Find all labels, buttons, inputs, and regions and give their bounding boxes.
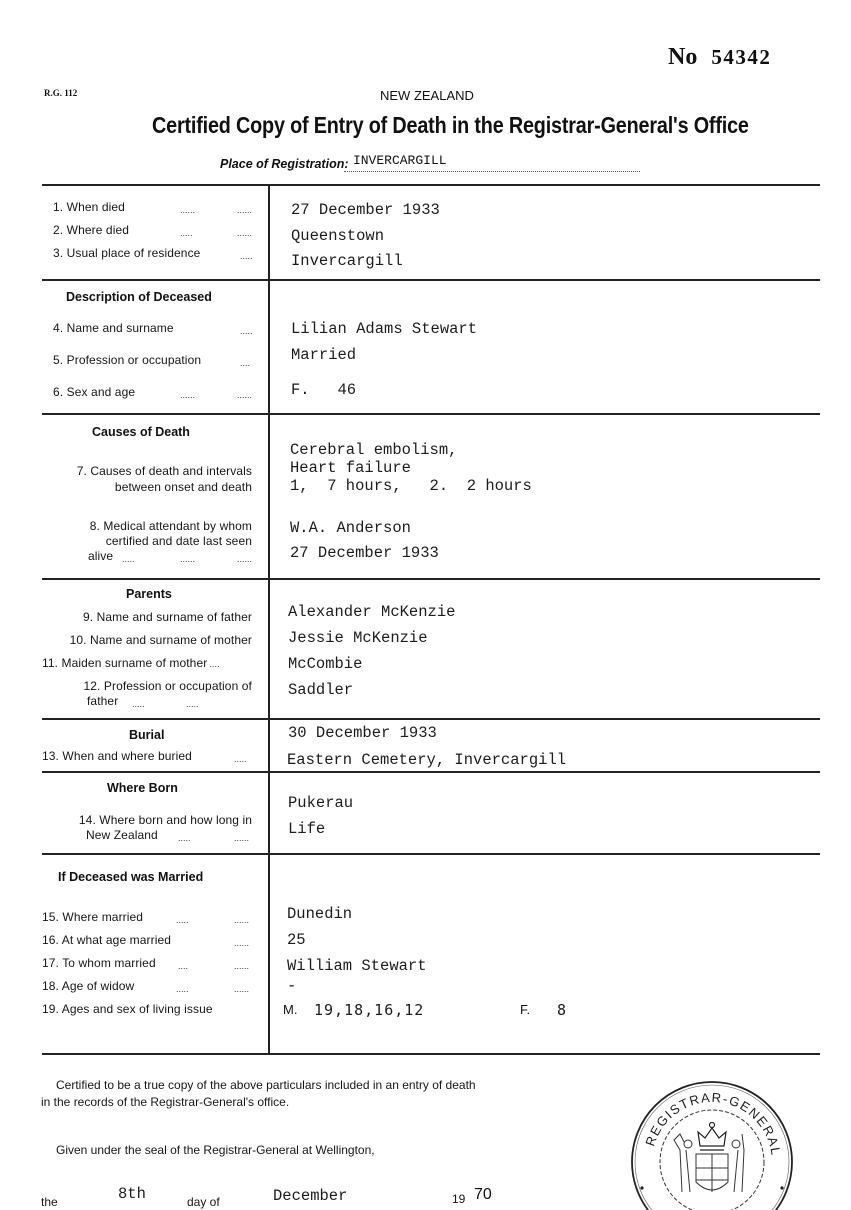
doc-number	[668, 44, 771, 71]
field-label-continued: certified and date last seen	[105, 534, 252, 548]
bottom-border	[42, 1053, 820, 1055]
field-value: McCombie	[288, 655, 363, 673]
field-label-continued: father	[87, 694, 119, 708]
field-value: Alexander McKenzie	[288, 603, 456, 621]
issue-f-value: 8	[557, 1001, 567, 1019]
field-value: Married	[291, 346, 357, 364]
field-value: W.A. Anderson	[290, 519, 411, 537]
field-label: 6. Sex and age	[53, 385, 136, 399]
month-value: December	[273, 1187, 348, 1205]
field-value: 27 December 1933	[291, 201, 440, 219]
section-divider	[42, 413, 820, 415]
supporters-figures-icon	[674, 1134, 744, 1192]
section-divider	[42, 279, 820, 281]
leader-dots: .....	[176, 984, 189, 994]
place-underline	[344, 171, 640, 172]
leader-dots: .....	[240, 326, 253, 336]
leader-dots: ......	[234, 938, 250, 948]
leader-dots: .....	[240, 251, 253, 261]
field-value: F. 46	[291, 381, 357, 399]
section-heading: Where Born	[107, 781, 178, 795]
leader-dots: .....	[234, 754, 247, 764]
field-label: 14. Where born and how long in	[78, 813, 252, 827]
leader-dots: ......	[234, 915, 250, 925]
field-value: Invercargill	[291, 252, 403, 270]
place-label: Place of Registration:	[220, 157, 349, 171]
field-value: 25	[287, 931, 306, 949]
field-label: 15. Where married	[42, 910, 144, 924]
country-heading: NEW ZEALAND	[380, 88, 474, 103]
leader-dots: .....	[132, 699, 145, 709]
century-label: 19	[452, 1192, 466, 1206]
field-label-continued: between onset and death	[114, 480, 252, 494]
section-heading: Causes of Death	[92, 425, 190, 439]
shield-icon	[696, 1154, 728, 1192]
field-label: 1. When died	[53, 200, 125, 214]
leader-dots: .....	[178, 833, 191, 843]
field-value: 1, 7 hours, 2. 2 hours	[290, 477, 532, 495]
field-value: Life	[288, 820, 326, 838]
section-heading: Description of Deceased	[66, 290, 212, 304]
section-heading: Parents	[126, 587, 172, 601]
doc-number-value: 54342	[711, 45, 772, 69]
given-under-seal: Given under the seal of the Registrar-General at Wellington,	[56, 1143, 375, 1157]
leader-dots: ......	[234, 833, 250, 843]
issue-f-label: F.	[520, 1002, 531, 1017]
field-value: -	[287, 977, 297, 995]
leader-dots: ......	[237, 390, 253, 400]
year-value: 70	[474, 1186, 492, 1203]
day-value: 8th	[118, 1185, 146, 1203]
field-value: Saddler	[288, 681, 354, 699]
leader-dots: ......	[180, 205, 196, 215]
certification-line-1: Certified to be a true copy of the above particulars included in an entry of death	[56, 1078, 476, 1092]
leader-dots: ......	[234, 984, 250, 994]
leader-dots: ....	[240, 358, 251, 368]
doc-number-label: No	[668, 44, 698, 70]
field-value: Pukerau	[288, 794, 354, 812]
leader-dots: ......	[237, 554, 253, 564]
day-of-label: day of	[187, 1195, 220, 1209]
issue-m-label: M.	[283, 1002, 298, 1017]
field-label: 3. Usual place of residence	[53, 246, 201, 260]
field-label-continued: alive	[88, 549, 114, 563]
field-label: 16. At what age married	[42, 933, 172, 947]
field-label: 11. Maiden surname of mother	[42, 656, 208, 670]
field-value: William Stewart	[287, 957, 427, 975]
leader-dots: ....	[209, 659, 220, 669]
field-label-row	[42, 656, 220, 671]
seal-emblem	[628, 1070, 796, 1210]
top-border	[42, 184, 820, 186]
field-label: 4. Name and surname	[53, 321, 174, 335]
section-heading: Burial	[129, 728, 165, 742]
leader-dots: .....	[186, 699, 199, 709]
seal-text: REGISTRAR-GENERAL	[642, 1089, 784, 1158]
field-value: Cerebral embolism,	[290, 441, 458, 459]
the-label: the	[41, 1195, 58, 1209]
column-divider	[268, 184, 270, 1054]
field-label: 5. Profession or occupation	[53, 353, 202, 367]
registrar-general-seal	[628, 1070, 796, 1210]
field-value: Jessie McKenzie	[288, 629, 428, 647]
field-label: 18. Age of widow	[42, 979, 135, 993]
field-label: 7. Causes of death and intervals	[76, 464, 252, 478]
field-value: 30 December 1933	[288, 724, 437, 742]
field-label: 12. Profession or occupation of	[83, 679, 252, 693]
crown-icon	[698, 1123, 726, 1151]
form-code: R.G. 112	[44, 88, 78, 98]
leader-dots: .....	[180, 228, 193, 238]
leader-dots: .....	[176, 915, 189, 925]
leader-dots: ......	[237, 228, 253, 238]
section-divider	[42, 718, 820, 720]
field-label: 9. Name and surname of father	[83, 610, 252, 624]
field-value: Dunedin	[287, 905, 353, 923]
leader-dots: ......	[180, 390, 196, 400]
section-divider	[42, 578, 820, 580]
field-label: 2. Where died	[53, 223, 130, 237]
leader-dots: ......	[180, 554, 196, 564]
field-label: 13. When and where buried	[42, 749, 192, 763]
field-label: 19. Ages and sex of living issue	[42, 1002, 213, 1016]
document-title: Certified Copy of Entry of Death in the Registrar-General's Office	[152, 112, 749, 138]
field-label-continued: New Zealand	[86, 828, 158, 842]
field-label: 17. To whom married	[42, 956, 156, 970]
leader-dots: ......	[237, 205, 253, 215]
issue-m-value: 19,18,16,12	[314, 1001, 425, 1019]
field-label: 10. Name and surname of mother	[69, 633, 252, 647]
field-value: Eastern Cemetery, Invercargill	[287, 751, 567, 769]
field-value: Queenstown	[291, 227, 385, 245]
field-value: Lilian Adams Stewart	[291, 320, 478, 338]
field-value: Heart failure	[290, 459, 411, 477]
certification-line-2: in the records of the Registrar-General's office.	[41, 1095, 290, 1109]
section-heading: If Deceased was Married	[58, 870, 204, 884]
section-divider	[42, 853, 820, 855]
leader-dots: ......	[234, 961, 250, 971]
field-label: 8. Medical attendant by whom	[89, 519, 252, 533]
field-value: 27 December 1933	[290, 544, 439, 562]
place-value: INVERCARGILL	[352, 153, 447, 168]
leader-dots: .....	[122, 554, 135, 564]
section-divider	[42, 771, 820, 773]
leader-dots: ....	[178, 961, 189, 971]
